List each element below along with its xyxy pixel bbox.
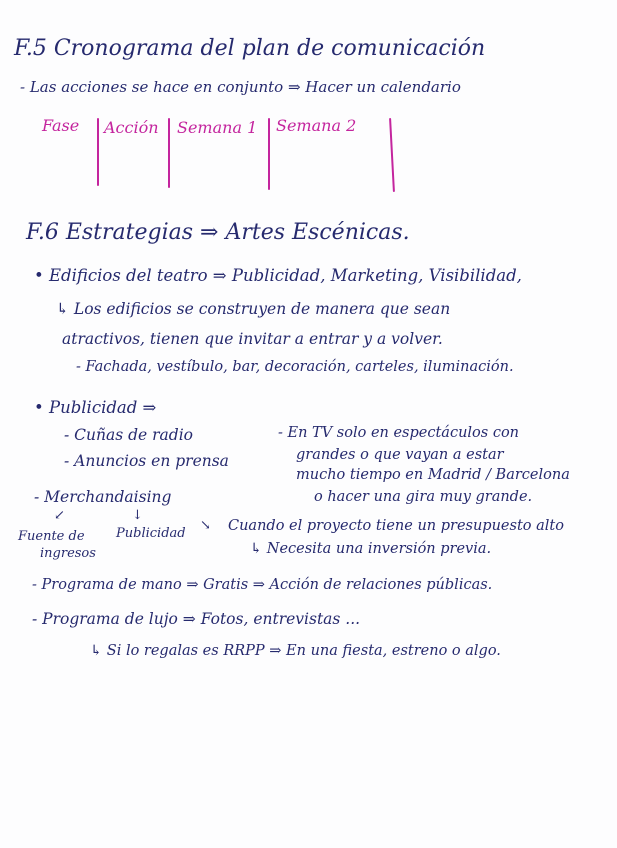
- publicidad-title: • Publicidad ⇒: [34, 398, 157, 417]
- edificios-line-1: ↳ Los edificios se construyen de manera que sean: [56, 300, 451, 318]
- edificios-title: • Edificios del teatro ⇒ Publicidad, Marketing, Visibilidad,: [34, 266, 522, 285]
- arrow-down-icon: ↓: [132, 508, 143, 523]
- edificios-line-3: - Fachada, vestíbulo, bar, decoración, carteles, iluminación.: [76, 359, 514, 375]
- table-header-accion: Acción: [104, 118, 159, 137]
- publicidad-tv-1: - En TV solo en espectáculos con: [278, 425, 520, 441]
- publicidad-tv-2: grandes o que vayan a estar: [296, 447, 504, 463]
- table-header-semana-2: Semana 2: [276, 116, 357, 135]
- publicidad-cunas: - Cuñas de radio: [64, 426, 193, 444]
- table-divider: [268, 118, 270, 190]
- merch-publicidad: Publicidad: [116, 526, 186, 541]
- edificios-line-2: atractivos, tienen que invitar a entrar y a volver.: [62, 330, 443, 348]
- table-header-fase: Fase: [42, 116, 80, 135]
- merch-fuente-1: Fuente de: [18, 529, 85, 544]
- programa-mano: - Programa de mano ⇒ Gratis ⇒ Acción de relaciones públicas.: [32, 577, 493, 593]
- arrow-right-icon: ↘: [200, 518, 211, 533]
- publicidad-anuncios: - Anuncios en prensa: [64, 452, 229, 470]
- publicidad-tv-4: o hacer una gira muy grande.: [314, 489, 533, 505]
- table-header-semana-1: Semana 1: [177, 118, 258, 137]
- publicidad-tv-3: mucho tiempo en Madrid / Barcelona: [296, 467, 570, 483]
- table-divider: [168, 118, 170, 188]
- section-f6-heading: F.6 Estrategias ⇒ Artes Escénicas.: [26, 220, 410, 245]
- section-f5-note: - Las acciones se hace en conjunto ⇒ Hacer un calendario: [20, 78, 461, 96]
- section-f5-heading: F.5 Cronograma del plan de comunicación: [14, 36, 486, 61]
- merch-fuente-2: ingresos: [40, 546, 96, 561]
- programa-lujo: - Programa de lujo ⇒ Fotos, entrevistas ...: [32, 610, 361, 628]
- table-divider: [97, 118, 99, 186]
- regalas-note: ↳ Si lo regalas es RRPP ⇒ En una fiesta, estreno o algo.: [90, 643, 501, 659]
- merch-necesita: ↳ Necesita una inversión previa.: [250, 541, 492, 557]
- merch-title: - Merchandaising: [34, 488, 172, 506]
- arrow-down-left-icon: ↙: [54, 508, 65, 523]
- merch-cuando: Cuando el proyecto tiene un presupuesto alto: [228, 518, 564, 534]
- table-divider: [389, 118, 395, 192]
